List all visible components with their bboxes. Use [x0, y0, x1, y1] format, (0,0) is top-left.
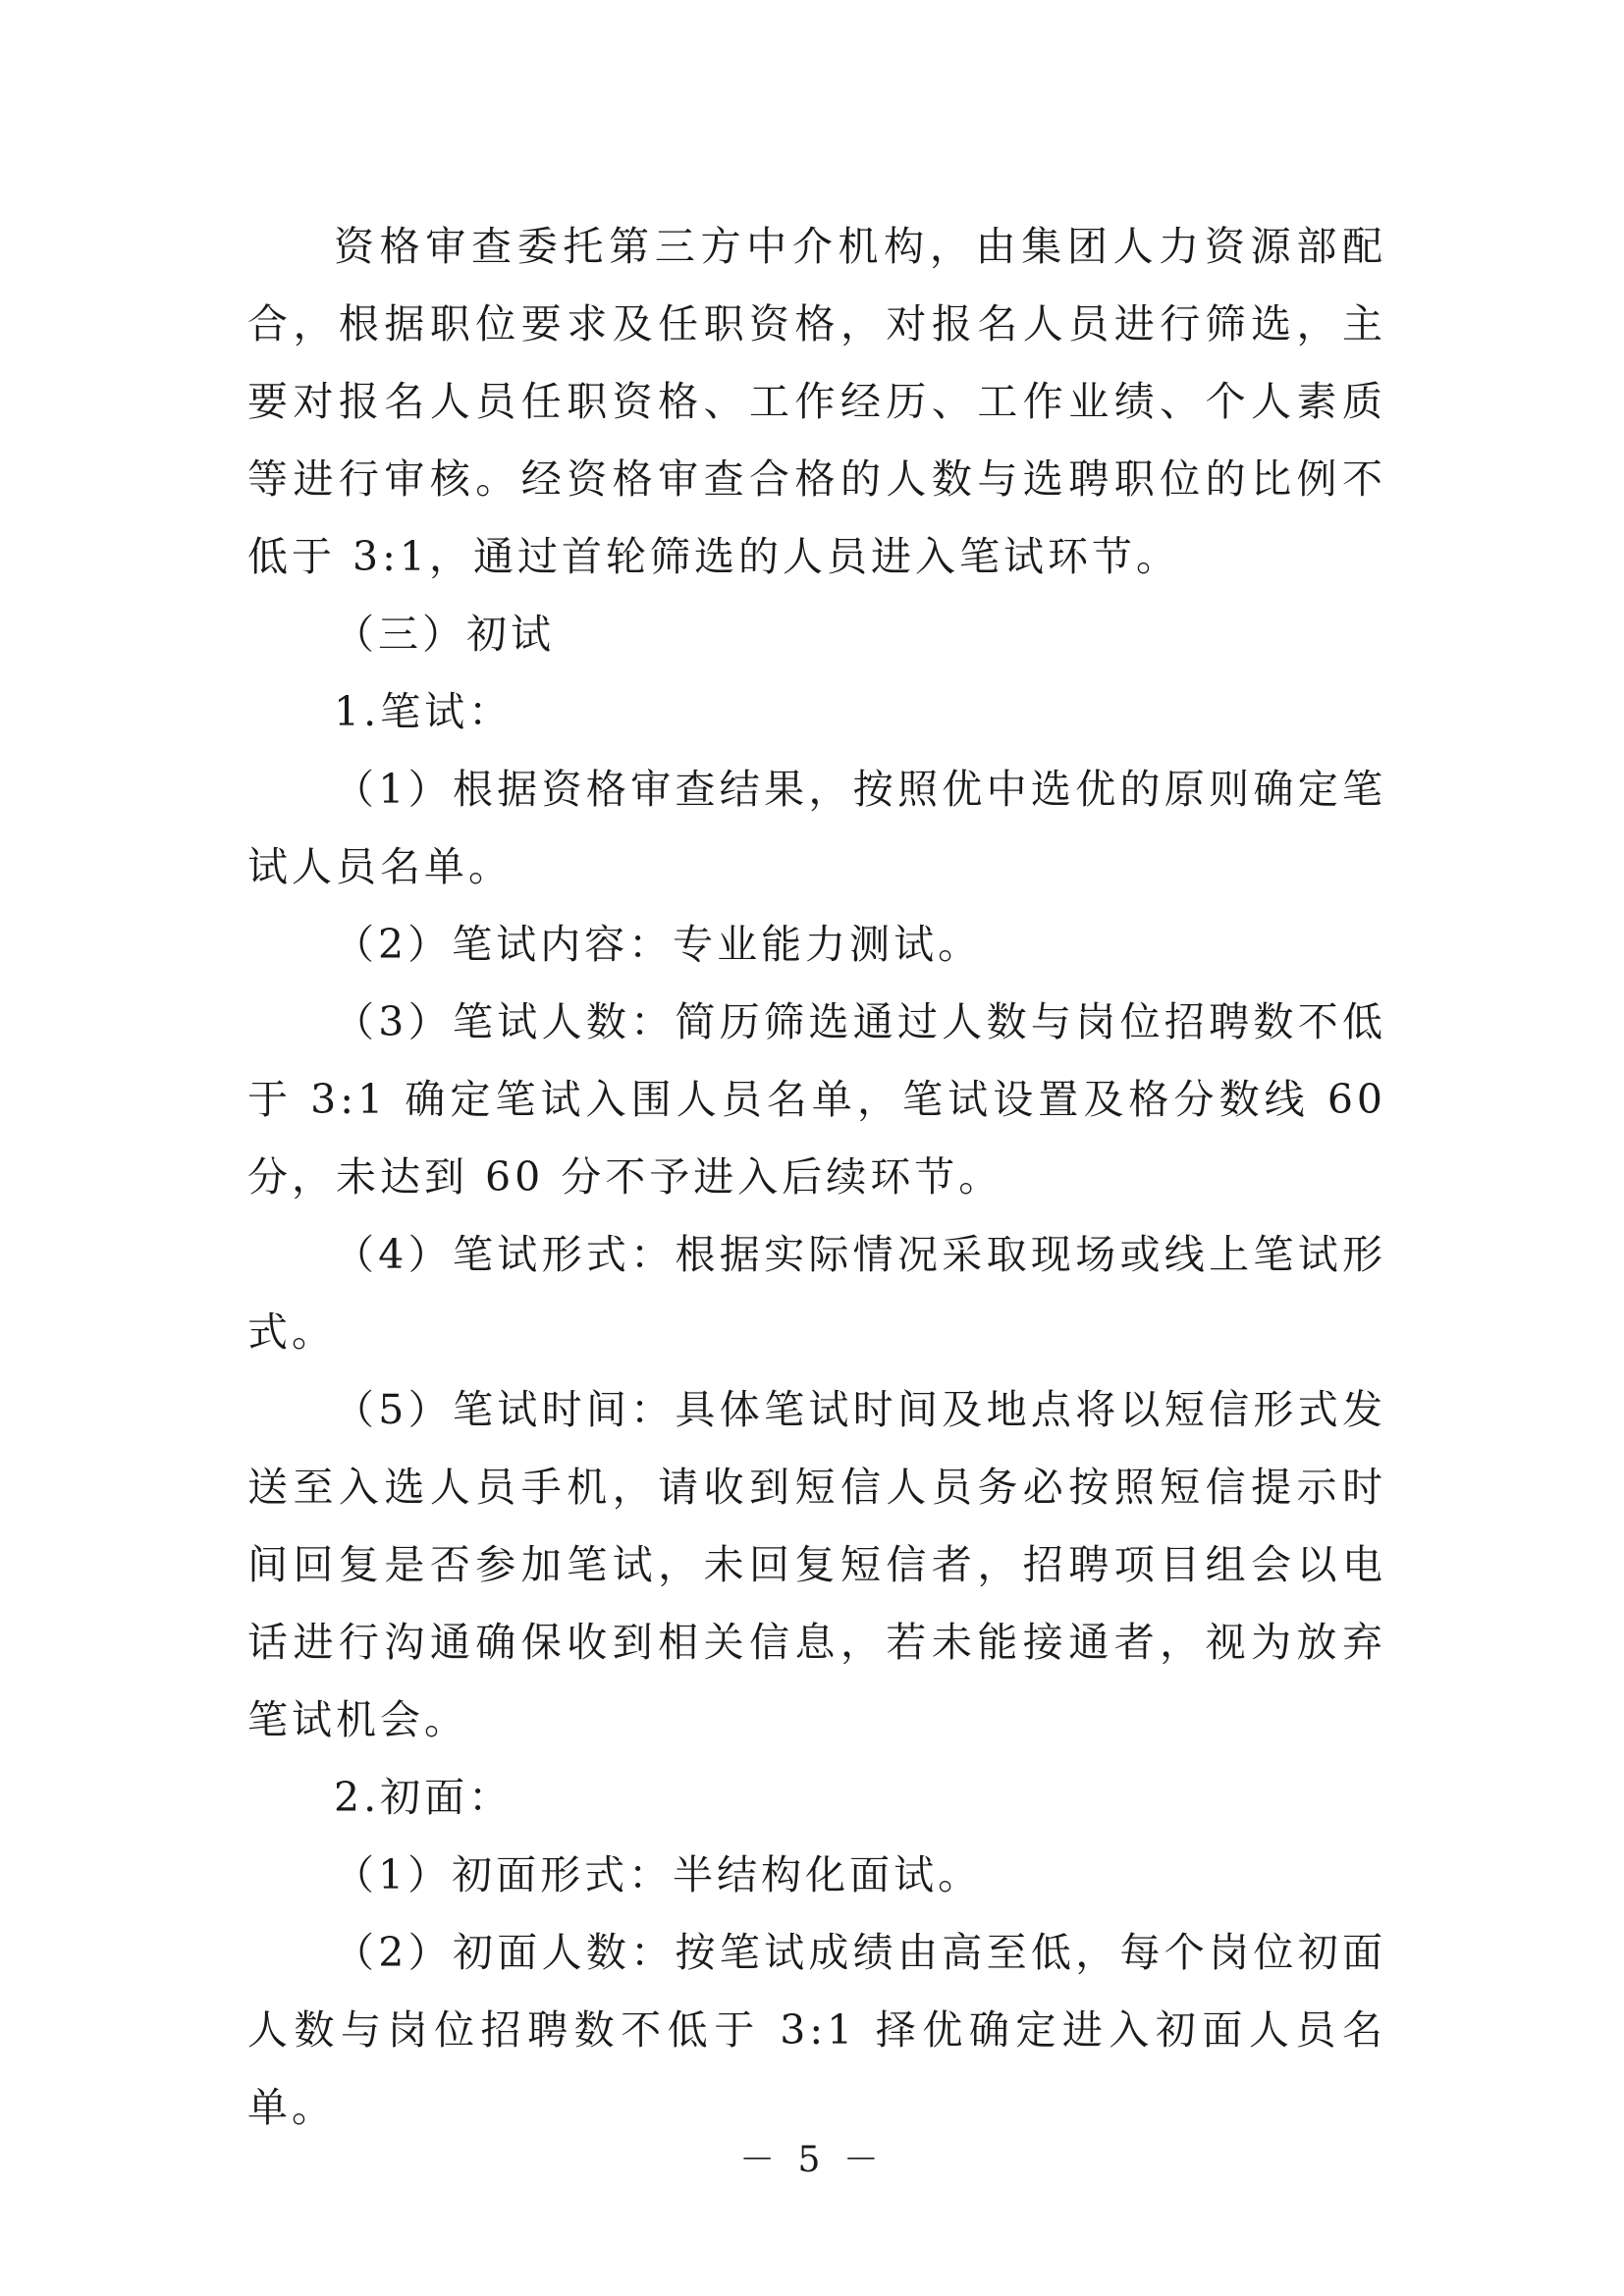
paragraph-qualification-review: 资格审查委托第三方中介机构，由集团人力资源部配合，根据职位要求及任职资格，对报名人员进行筛选，主要对报名人员任职资格、工作经历、工作业绩、个人素质等进行审核。经资格审查合格的人数与选聘职位的比例不低于 3:1，通过首轮筛选的人员进入笔试环节。: [247, 223, 1386, 580]
document-body: [247, 208, 1386, 2147]
paragraph-written-test-format: （4）笔试形式：根据实际情况采取现场或线上笔试形式。: [247, 1231, 1386, 1356]
paragraph-first-interview-count: （2）初面人数：按笔试成绩由高至低，每个岗位初面人数与岗位招聘数不低于 3:1 择优确定进入初面人员名单。: [247, 1929, 1386, 2131]
paragraph-written-test-content: （2）笔试内容：专业能力测试。: [334, 921, 983, 968]
section-heading-preliminary-test: （三）初试: [334, 611, 555, 658]
page-number: － 5 －: [739, 2140, 885, 2180]
subheading-first-interview: 2.初面：: [334, 1774, 514, 1821]
paragraph-written-test-list: （1）根据资格审查结果，按照优中选优的原则确定笔试人员名单。: [247, 766, 1386, 890]
paragraph-written-test-count: （3）笔试人数：简历筛选通过人数与岗位招聘数不低于 3:1 确定笔试入围人员名单，笔试设置及格分数线 60 分，未达到 60 分不予进入后续环节。: [247, 998, 1386, 1201]
paragraph-first-interview-format: （1）初面形式：半结构化面试。: [334, 1851, 983, 1898]
paragraph-written-test-time: （5）笔试时间：具体笔试时间及地点将以短信形式发送至入选人员手机，请收到短信人员务必按照短信提示时间回复是否参加笔试，未回复短信者，招聘项目组会以电话进行沟通确保收到相关信息，若未能接通者，视为放弃笔试机会。: [247, 1386, 1386, 1743]
subheading-written-test: 1.笔试：: [334, 688, 514, 735]
